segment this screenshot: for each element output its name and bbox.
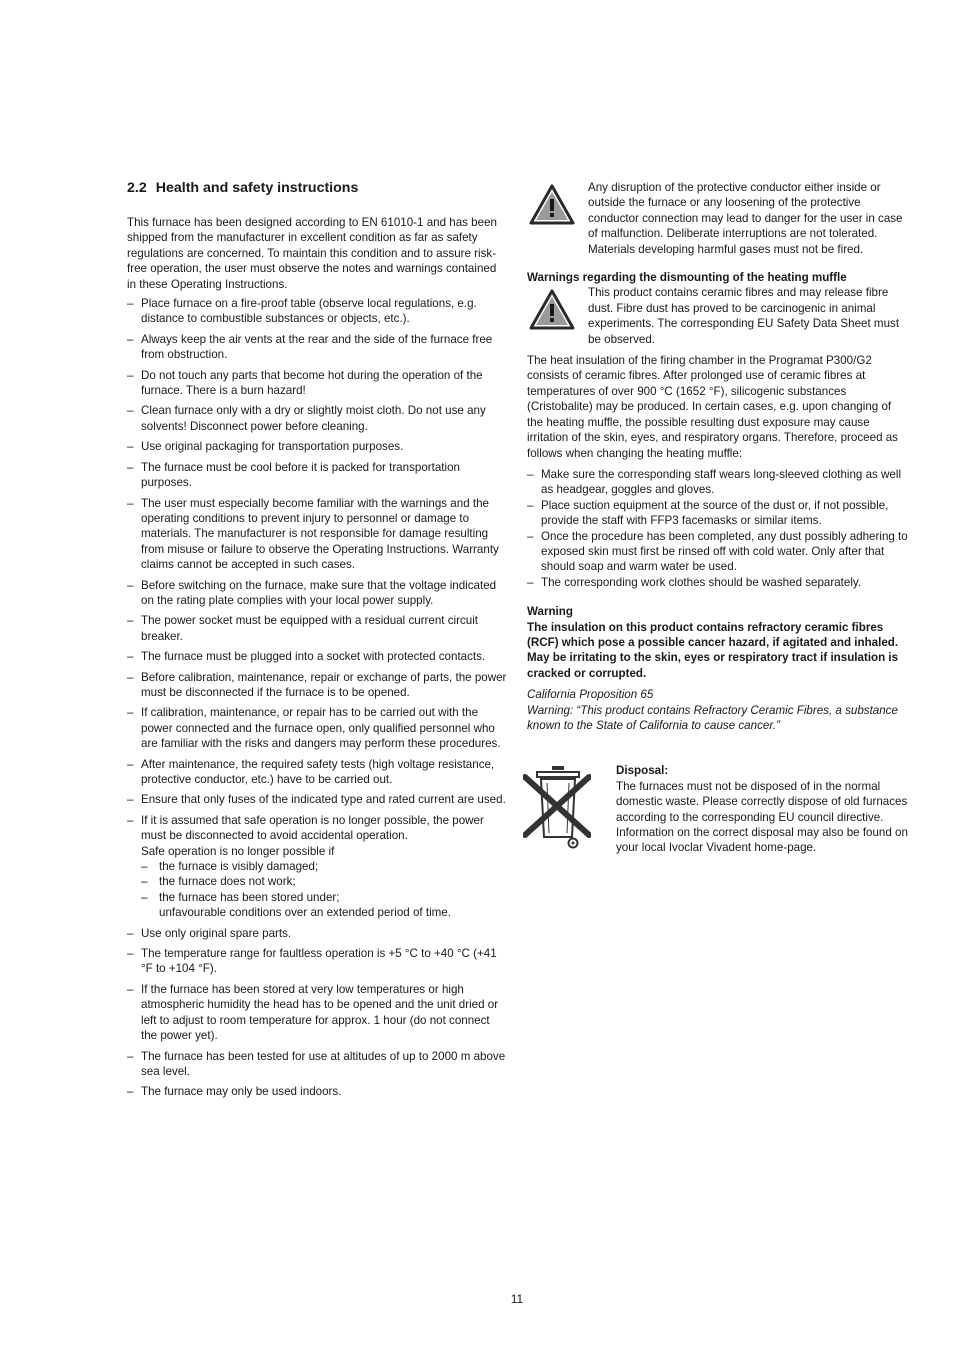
left-column: [127, 178, 507, 1105]
list-item: – Place furnace on a fire-proof table (observe local regulations, e.g. distance to combustible substances or objects, etc.).: [127, 296, 507, 327]
list-item: – Make sure the corresponding staff wears long-sleeved clothing as well as headgear, goggles and gloves.: [527, 467, 910, 498]
list-item: – If the furnace has been stored at very low temperatures or high atmospheric humidity the head has to be opened and the unit dried or left to adjust to room temperature for approx. 1 hour (do not connect the power yet).: [127, 982, 507, 1044]
unsafe-conditions-continuation: unfavourable conditions over an extended period of time.: [159, 906, 451, 920]
section-number: 2.2: [127, 180, 147, 196]
california-text: Warning: “This product contains Refractory Ceramic Fibres, a substance known to the State of California to cause cancer.”: [527, 703, 898, 732]
muffle-heading: Warnings regarding the dismounting of the heating muffle: [527, 271, 847, 285]
list-item: – Always keep the air vents at the rear and the side of the furnace free from obstruction.: [127, 332, 507, 363]
conductor-warning-block: [527, 180, 910, 257]
list-item: – Before switching on the furnace, make sure that the voltage indicated on the rating plate complies with your local power supply.: [127, 578, 507, 609]
list-item: – The temperature range for faultless operation is +5 °C to +40 °C (+41 °F to +104 °F).: [127, 946, 507, 977]
list-item: – Place suction equipment at the source of the dust or, if not possible, provide the staff with FFP3 facemasks or similar items.: [527, 498, 910, 529]
list-item: – The furnace must be cool before it is packed for transportation purposes.: [127, 460, 507, 491]
warning-triangle-icon: [529, 288, 575, 330]
list-item: – The user must especially become familiar with the warnings and the operating conditions to prevent injury to personnel or damage to materials. The manufacturer is not responsible for damage resulting from misuse or failure to observe the Operating Instructions. Warranty claims cannot be accepted in such cases.: [127, 496, 507, 573]
disposal-text: The furnaces must not be disposed of in the normal domestic waste. Please correctly dispose of old furnaces according to the corresponding EU council directive. Information on the correct disposal may also be found on your local Ivoclar Vivadent home-page.: [616, 779, 908, 855]
list-item: – The corresponding work clothes should be washed separately.: [527, 575, 910, 590]
unsafe-operation-lead: Safe operation is no longer possible if: [141, 844, 335, 858]
sub-list-item: – the furnace is visibly damaged;: [141, 859, 507, 874]
rcf-warning-text: The insulation on this product contains refractory ceramic fibres (RCF) which pose a possible cancer hazard, if agitated and inhaled. May be irritating to the skin, eyes or respiratory tract if insulation is cracked or corrupted.: [527, 620, 899, 680]
list-item: – Use original packaging for transportation purposes.: [127, 439, 507, 454]
list-item: – The power socket must be equipped with a residual current circuit breaker.: [127, 613, 507, 644]
right-column: [527, 178, 910, 856]
intro-paragraph: This furnace has been designed according to EN 61010-1 and has been shipped from the manufacturer in excellent condition as far as safety regulations are concerned. To maintain this condition and to assure risk-free operation, the user must observe the notes and warnings contained in these Operating Instructions.: [127, 216, 497, 291]
unsafe-conditions-list: [141, 859, 507, 905]
muffle-steps-list: [527, 467, 910, 590]
list-item: – The furnace must be plugged into a socket with protected contacts.: [127, 649, 507, 664]
list-item: – If calibration, maintenance, or repair has to be carried out with the power connected and the furnace open, only qualified personnel who are familiar with the risks and dangers may perform these procedures.: [127, 705, 507, 751]
page-number: 11: [510, 1292, 524, 1306]
list-item: – Once the procedure has been completed, any dust possibly adhering to exposed skin must first be rinsed off with cold water. Only after that should soap and warm water be used.: [527, 529, 910, 575]
conductor-warning-text: Any disruption of the protective conductor either inside or outside the furnace or any loosening of the protective conductor connection may lead to danger for the user in case of malfunction. Deliberate interruptions are not tolerated. Materials developing harmful gases must not be fired.: [588, 181, 903, 256]
disposal-block: [527, 763, 910, 855]
list-item: – Ensure that only fuses of the indicated type and rated current are used.: [127, 792, 507, 807]
list-item: – After maintenance, the required safety tests (high voltage resistance, protective conductor, etc.) have to be carried out.: [127, 757, 507, 788]
section-heading: [127, 178, 507, 198]
disposal-heading: Disposal:: [616, 764, 669, 778]
list-item: – The furnace may only be used indoors.: [127, 1084, 507, 1099]
california-title: California Proposition 65: [527, 688, 654, 702]
warning-triangle-icon: [529, 183, 575, 225]
crossed-out-wheelie-bin-icon: [523, 765, 591, 851]
rcf-warning-heading: Warning: [527, 605, 573, 619]
muffle-warning-block: [527, 285, 910, 347]
muffle-warning-text: This product contains ceramic fibres and may release fibre dust. Fibre dust has proved to be carcinogenic in animal experiments. The corresponding EU Safety Data Sheet must be observed.: [588, 286, 900, 346]
sub-list-item: – the furnace does not work;: [141, 874, 507, 889]
list-item: – Before calibration, maintenance, repair or exchange of parts, the power must be disconnected if the furnace is to be opened.: [127, 670, 507, 701]
muffle-paragraph: The heat insulation of the firing chamber in the Programat P300/G2 consists of ceramic fibres. After prolonged use of ceramic fibres at temperatures of over 900 °C (1652 °F), silicogenic substances (Cristobalite) may be produced. In certain cases, e.g. upon changing of the heating muffle, the possible resulting dust exposure may cause irritation of the skin, eyes, and respiratory organs. Therefore, proceed as follows when changing the heating muffle:: [527, 354, 898, 460]
safety-instructions-list: [127, 296, 507, 1100]
sub-list-item: – the furnace has been stored under;: [141, 890, 507, 905]
list-item: – The furnace has been tested for use at altitudes of up to 2000 m above sea level.: [127, 1049, 507, 1080]
list-item: – Clean furnace only with a dry or slightly moist cloth. Do not use any solvents! Disconnect power before cleaning.: [127, 403, 507, 434]
list-item: – Do not touch any parts that become hot during the operation of the furnace. There is a burn hazard!: [127, 368, 507, 399]
list-item: – Use only original spare parts.: [127, 926, 507, 941]
list-item-unsafe-operation: [127, 813, 507, 921]
unsafe-operation-text: – If it is assumed that safe operation is no longer possible, the power must be disconnected to avoid accidental operation.: [141, 813, 484, 843]
section-title: Health and safety instructions: [155, 180, 359, 196]
